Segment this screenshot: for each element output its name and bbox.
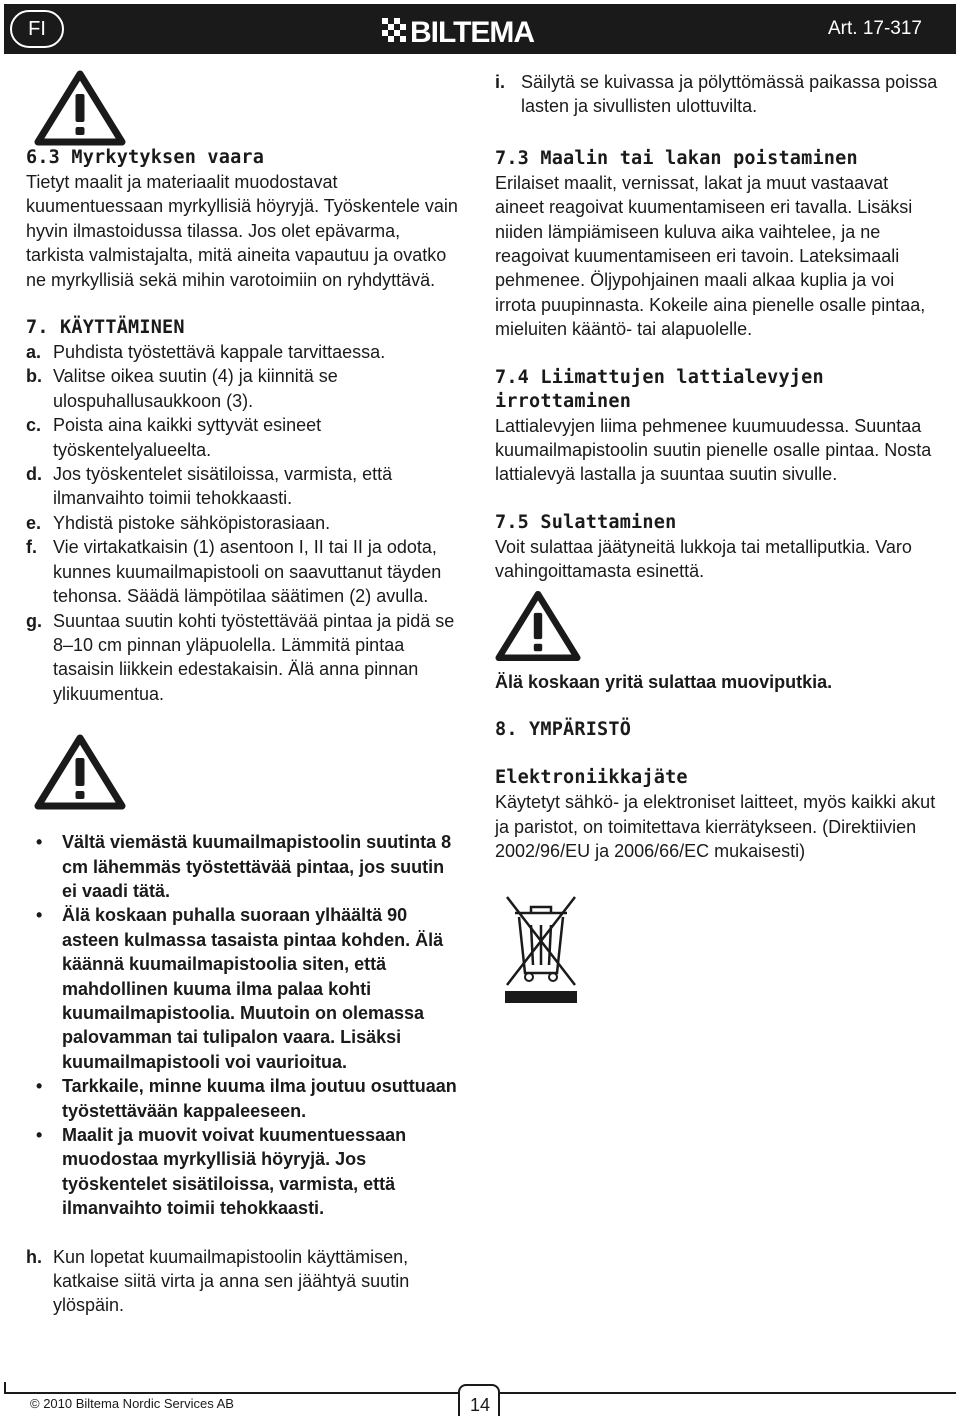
step-text: Yhdistä pistoke sähköpistorasiaan. — [53, 512, 331, 533]
section-7 — [26, 316, 462, 706]
warning-item: • Vältä viemästä kuumailmapistoolin suutinta 8 cm lähemmäs työstettävää pintaa, jos suutin ei vaadi tätä. — [26, 830, 462, 903]
step-label: f. — [26, 537, 37, 558]
section-6-3-title: 6.3 Myrkytyksen vaara — [26, 147, 265, 168]
left-column — [26, 70, 462, 1318]
language-badge: FI — [10, 10, 64, 48]
step-label: e. — [26, 512, 42, 533]
warning-triangle-icon — [34, 70, 126, 146]
warning-list — [26, 830, 462, 1221]
step-label: b. — [26, 366, 42, 387]
header-bar — [4, 4, 956, 54]
section-8-subtitle: Elektroniikkajäte — [495, 767, 688, 789]
copyright: © 2010 Biltema Nordic Services AB — [30, 1396, 234, 1411]
step-f — [26, 535, 462, 608]
section-7-5-warning: Älä koskaan yritä sulattaa muoviputkia. — [495, 671, 833, 692]
step-label: i. — [495, 72, 506, 92]
step-text: Vie virtakatkaisin (1) asentoon I, II tai II ja odota, kunnes kuumailmapistooli on saavuttanut täyden tehonsa. Säädä lämpötilaa säätimen (2) avulla. — [53, 537, 442, 607]
page-number: 14 — [470, 1395, 491, 1415]
step-label: a. — [26, 342, 42, 363]
section-7-5-title: 7.5 Sulattaminen — [495, 511, 677, 533]
section-7-3-title: 7.3 Maalin tai lakan poistaminen — [495, 147, 858, 169]
step-label: c. — [26, 415, 42, 436]
step-g — [26, 609, 462, 707]
step-label: g. — [26, 610, 42, 631]
section-6-3-body: Tietyt maalit ja materiaalit muodostavat kuumentuessaan myrkyllisiä höyryjä. Työskentele vain hyvin ilmastoidussa tilassa. Jos olet epävarma, tarkista valmistajalta, mitä aineita vapautuu ja ovatko ne myrkyllisiä sekä mihin varotoimiin on ryhdyttävä. — [26, 172, 458, 290]
section-6-3 — [26, 146, 462, 292]
section-8-body: Käytetyt sähkö- ja elektroniset laitteet, myös kaikki akut ja paristot, on toimitettava kierrätykseen. (Direktiivien 2002/96/EU ja 2006/66/EC mukaisesti) — [495, 792, 936, 861]
warning-item: • Maalit ja muovit voivat kuumentuessaan muodostaa myrkyllisiä höyryjä. Jos työskentelet sisätiloissa, varmista, että ilmanvaihto toimii tehokkaasti. — [26, 1123, 462, 1221]
step-b — [26, 364, 462, 413]
section-7-5-body: Voit sulattaa jäätyneitä lukkoja tai metalliputkia. Varo vahingoittamasta esinettä. — [495, 536, 912, 582]
biltema-logo — [382, 14, 582, 46]
section-7-4-title: 7.4 Liimattujen lattialevyjen irrottaminen — [495, 366, 824, 412]
step-text: Kun lopetat kuumailmapistoolin käyttämisen, katkaise siitä virta ja anna sen jäähtyä suutin ylöspäin. — [53, 1246, 410, 1316]
right-column — [495, 70, 940, 1005]
step-a — [26, 340, 462, 364]
step-label: h. — [26, 1246, 42, 1267]
section-7-3 — [495, 147, 940, 342]
section-7-5 — [495, 511, 940, 694]
warning-item: • Tarkkaile, minne kuuma ilma joutuu osuttuaan työstettävään kappaleeseen. — [26, 1074, 462, 1123]
warning-item: • Älä koskaan puhalla suoraan ylhäältä 90 asteen kulmassa tasaista pintaa kohden. Älä käännä kuumailmapistoolia siten, että mahdollinen kuuma ilma palaa kohti kuumailmapistoolia. Muutoin on olemassa palovamman tai tulipalon vaara. Lisäksi kuumailmapistooli voi vaurioitua. — [26, 903, 462, 1074]
section-8 — [495, 718, 940, 863]
step-text: Valitse oikea suutin (4) ja kiinnitä se ulospuhallusaukkoon (3). — [53, 366, 338, 411]
step-text: Poista aina kaikki syttyvät esineet työskentelyalueelta. — [53, 415, 322, 460]
section-7-4-body: Lattialevyjen liima pehmenee kuumuudessa. Suuntaa kuumailmapistoolin suutin pienelle osalle pintaa. Nosta lattialevyä lastalla ja suuntaa suutin sivulle. — [495, 415, 932, 485]
section-7-title: 7. KÄYTTÄMINEN — [26, 317, 185, 339]
step-h — [26, 1245, 462, 1318]
svg-text:BILTEMA: BILTEMA — [410, 16, 535, 46]
step-e — [26, 511, 462, 535]
section-8-title: 8. YMPÄRISTÖ — [495, 719, 632, 741]
section-7-4 — [495, 366, 940, 487]
step-i — [495, 70, 940, 119]
step-text: Säilytä se kuivassa ja pölyttömässä paikassa poissa lasten ja sivullisten ulottuvilta. — [521, 72, 938, 117]
section-7-3-body: Erilaiset maalit, vernissat, lakat ja muut vastaavat aineet reagoivat kuumentamiseen eri tavalla. Lisäksi niiden lämpiämiseen kuluva aika vaihtelee, ja ne reagoivat kuumentamiseen eri tavoin. Lateksimaali pehmenee. Öljypohjainen maali alkaa kuplia ja voi irrota puupinnasta. Kokeile aina pienelle osalle pintaa, mieluiten kääntö- tai alapuolelle. — [495, 172, 926, 340]
step-d — [26, 462, 462, 511]
step-c — [26, 413, 462, 462]
step-text: Puhdista työstettävä kappale tarvittaessa. — [53, 342, 386, 363]
step-text: Suuntaa suutin kohti työstettävää pintaa ja pidä se 8–10 cm pinnan yläpuolella. Lämmitä pintaa tasaisin liikkein edestakaisin. Älä anna pinnan ylikuumentua. — [53, 610, 455, 704]
step-label: d. — [26, 464, 42, 485]
article-number: Art. 17-317 — [828, 18, 922, 39]
warning-triangle-icon — [34, 734, 126, 810]
step-text: Jos työskentelet sisätiloissa, varmista, että ilmanvaihto toimii tehokkaasti. — [53, 464, 393, 509]
weee-crossed-bin-icon — [501, 889, 581, 1005]
warning-triangle-icon — [495, 590, 581, 662]
